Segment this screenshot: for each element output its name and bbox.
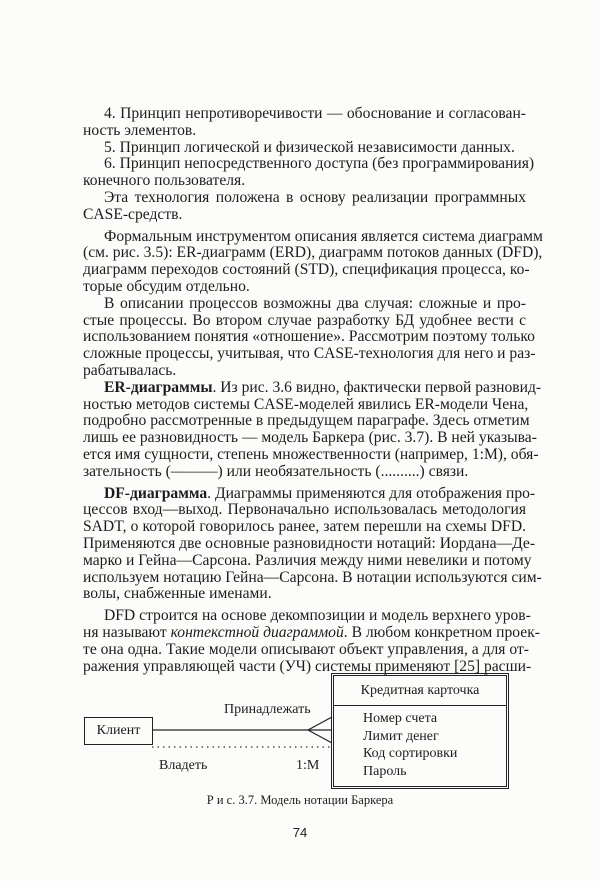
term-er-diagrams: ER-диаграммы <box>104 378 213 396</box>
text-line: ность элементов. <box>83 121 197 139</box>
barker-notation-figure <box>0 657 600 810</box>
text-line: те она одна. Такие модели описывают объект управления, а для от- <box>83 640 529 658</box>
text-line: ностью методов системы CASE-моделей явились ER-модели Чена, <box>83 395 529 413</box>
attribute: Лимит денег <box>363 728 439 744</box>
relation-label-bottom: Владеть <box>159 758 208 773</box>
crows-foot-lower <box>308 730 332 743</box>
term-df-diagram: DF-диаграмма <box>104 484 208 502</box>
entity-client: Клиент <box>84 717 153 745</box>
text-line: CASE-средств. <box>83 205 183 223</box>
text-line: рабатывалась. <box>83 361 177 379</box>
body-text <box>83 105 543 675</box>
text-line: 6. Принцип непосредственного доступа (без программирования) <box>104 155 535 173</box>
text-line: 4. Принцип непротиворечивости — обоснование и согласован- <box>104 105 526 122</box>
text-fragment: Из рис. 3.6 видно, фактически первой разновид- <box>220 378 542 396</box>
text-line: Применяются две основные разновидности нотаций: Иордана—Де- <box>83 534 536 552</box>
text-line: SADT, о которой говорилось ранее, затем перешли на схемы DFD. <box>83 518 526 536</box>
crows-foot-upper <box>308 717 332 730</box>
text-line: ражения управляющей части (УЧ) системы применяют [25] расши- <box>83 657 532 675</box>
entity-attributes <box>334 706 506 780</box>
text-line: ется имя сущности, степень множественности (например, 1:М), обя- <box>83 445 539 463</box>
text-line: цессов вход—выход. Первоначально использовалась методология <box>83 501 526 519</box>
text-line: ER-диаграммы. Из рис. 3.6 видно, фактически первой разновид- <box>104 378 542 396</box>
text-line: зательность (———) или необязательность (..........) связи. <box>83 462 469 480</box>
attribute: Код сортировки <box>363 746 458 761</box>
attribute: Номер счета <box>363 711 438 726</box>
term-context-diagram: контекстной диаграммой <box>170 623 344 641</box>
text-line: DF-диаграмма. Диаграммы применяются для отображения про- <box>104 484 536 502</box>
text-line: использованием понятия «отношение». Рассмотрим поэтому только <box>83 328 535 346</box>
text-line: Эта технология положена в основу реализации программных <box>104 188 526 206</box>
text-line: 5. Принцип логической и физической независимости данных. <box>104 138 515 156</box>
text-line: используем нотацию Гейна—Сарсона. В нотации используются сим- <box>83 568 542 586</box>
text-line: сложные процессы, учитывая, что CASE-технология для него и раз- <box>83 345 536 363</box>
text-line: стые процессы. Во втором случае разработку БД удобнее вести с <box>83 311 526 329</box>
text-line: подробно рассмотренные в предыдущем параграфе. Здесь отметим <box>83 412 530 430</box>
text-line: В описании процессов возможны два случая: сложные и про- <box>104 294 526 312</box>
text-fragment: Диаграммы применяются для отображения про- <box>214 484 536 502</box>
figure-caption: Р и с. 3.7. Модель нотации Баркера <box>206 793 394 807</box>
text-line: (см. рис. 3.5): ER-диаграмм (ERD), диаграмм потоков данных (DFD), <box>83 244 543 262</box>
text-line: конечного пользователя. <box>83 172 246 190</box>
text-line: диаграмм переходов состояний (STD), спецификация процесса, ко- <box>83 261 530 279</box>
text-line: волы, снабженные именами. <box>83 585 272 603</box>
entity-credit-card <box>331 673 509 789</box>
text-line: DFD строится на основе декомпозиции и модель верхнего уров- <box>104 607 531 625</box>
text-fragment: . В любом конкретном проек- <box>343 623 540 641</box>
cardinality-label: 1:M <box>296 758 320 773</box>
relation-label-top: Принадлежать <box>224 702 311 717</box>
attribute: Пароль <box>363 763 407 779</box>
page-number: 74 <box>292 825 308 840</box>
entity-title: Кредитная карточка <box>334 676 506 706</box>
text-line: Формальным инструментом описания является система диаграмм <box>104 227 543 245</box>
text-fragment: ня называют <box>83 623 167 641</box>
text-line: марко и Гейна—Сарсона. Различия между ними невелики и потому <box>83 551 532 569</box>
text-line <box>83 623 540 642</box>
text-line: торые обсудим отдельно. <box>83 277 250 295</box>
text-line: лишь ее разновидность — модель Баркера (рис. 3.7). В ней указыва- <box>83 429 537 447</box>
